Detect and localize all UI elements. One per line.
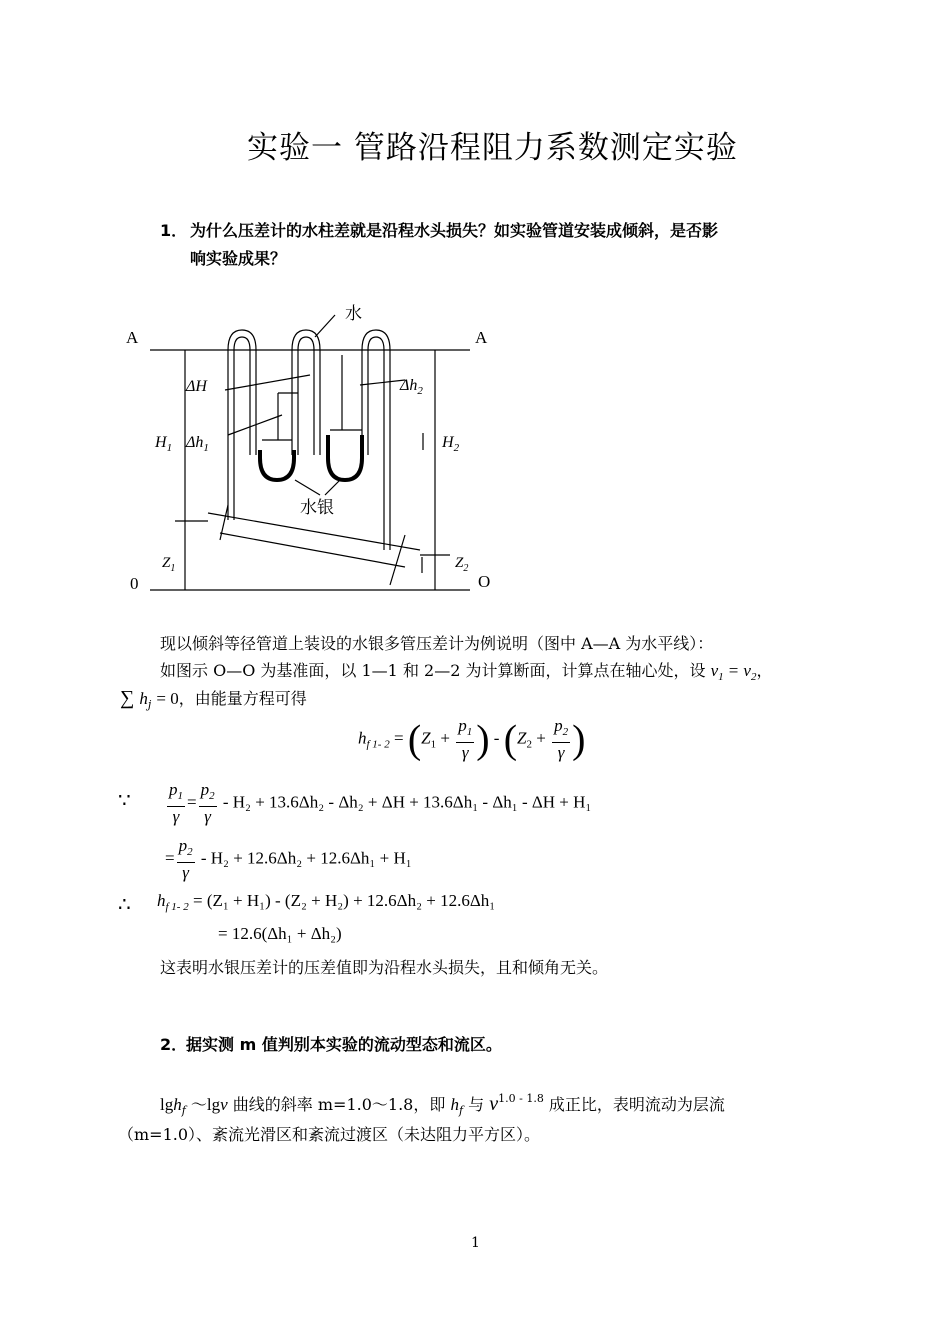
- paragraph-2-text: 如图示 O—O 为基准面，以 1—1 和 2—2 为计算断面，计算点在轴心处，设: [160, 661, 706, 680]
- label-z1-sub: 1: [170, 563, 176, 574]
- label-a-left: A: [126, 328, 139, 347]
- label-water: 水: [345, 304, 362, 323]
- label-delta-h2: Δh: [400, 377, 418, 394]
- manometer-figure: [120, 295, 520, 600]
- svg-text:H2: [441, 434, 460, 454]
- equation-5: = 12.6(Δh₁ + Δh₂): [218, 924, 342, 943]
- svg-text:Δh2: [399, 377, 423, 397]
- label-h1-sub: 1: [166, 442, 173, 454]
- therefore-symbol: ∴: [118, 894, 131, 916]
- label-a-right: A: [475, 328, 488, 347]
- equals-zero: = 0: [156, 689, 179, 708]
- question-2-number: 2．: [160, 1035, 188, 1054]
- answer-2-line1: lgh$_f$ ～lgv 曲线的斜率 m=1.0～1.8，即 $h_f$ 与 $v^{1.0 - 1.8}$ 成正比，表明流动为层流: [160, 1092, 725, 1117]
- svg-text:Z2: [455, 555, 468, 574]
- equation-2-tail: - H₂ + 13.6Δh₂ - Δh₂ + ΔH + 13.6Δh₁ - Δh₁ - ΔH + H₁: [222, 792, 592, 812]
- j-subscript: j: [147, 698, 152, 711]
- paragraph-2: [160, 658, 772, 683]
- equals-sign: =: [728, 661, 739, 680]
- label-z2: Z: [455, 555, 464, 571]
- svg-text:Z1: [162, 555, 175, 574]
- svg-text:H1: [154, 434, 172, 454]
- equation-4-tail: = (Z₁ + H₁) - (Z₂ + H₂) + 12.6Δh₂ + 12.6Δh₁: [192, 891, 496, 910]
- equation-4: $h_{f 1- 2} = (Z_1 + H_1) - (Z_2 + H_2) + 12.6\Delta h_2 + 12.6\Delta h_1$: [157, 891, 496, 913]
- paragraph-3: [120, 686, 307, 711]
- question-2-text: 据实测 m 值判别本实验的流动型态和流区。: [186, 1035, 502, 1054]
- equation-3-tail: - H₂ + 12.6Δh₂ + 12.6Δh₁ + H₁: [200, 848, 412, 868]
- label-o-right: O: [478, 572, 491, 591]
- label-mercury: 水银: [300, 498, 334, 517]
- label-o-left: 0: [130, 574, 139, 593]
- question-1-number: 1．: [160, 221, 188, 240]
- label-delta-h2-sub: 2: [417, 385, 423, 397]
- label-h2: H: [442, 434, 454, 451]
- because-symbol: ∵: [118, 790, 131, 812]
- v1: $v_1$: [710, 661, 724, 683]
- paragraph-1: 现以倾斜等径管道上装设的水银多管压差计为例说明（图中 A—A 为水平线）：: [160, 634, 714, 653]
- equation-3: = $\frac{p_2}{\gamma}$ - H₂ + 12.6Δh₂ + 12.6Δh₁ + H₁: [165, 836, 412, 882]
- h-symbol: h: [139, 689, 148, 708]
- conclusion: 这表明水银压差计的压差值即为沿程水头损失，且和倾角无关。: [160, 958, 609, 977]
- equation-1: $h_{f 1- 2} = (Z_1$ + $\frac{p_1}{\gamma}$ ) - ($Z_2$ + $\frac{p_2}{\gamma}$ ): [358, 716, 586, 762]
- label-h1: H: [155, 434, 167, 451]
- comma: ，: [756, 661, 773, 680]
- svg-text:Δh1: [185, 434, 209, 454]
- label-delta-h1: Δh: [186, 434, 204, 451]
- label-z1: Z: [162, 555, 171, 571]
- label-delta-h1-sub: 1: [203, 442, 209, 454]
- page-number: 1: [471, 1235, 480, 1251]
- label-z2-sub: 2: [463, 563, 469, 574]
- label-h2-sub: 2: [453, 442, 460, 454]
- page-title: 实验一 管路沿程阻力系数测定实验: [247, 130, 738, 166]
- label-delta-h-cap: ΔH: [186, 378, 207, 395]
- equation-2: $\frac{p_1}{\gamma}$ = $\frac{p_2}{\gamma}$ - H₂ + 13.6Δh₂ - Δh₂ + ΔH + 13.6Δh₁ - Δh₁ - ΔH + H₁: [169, 780, 592, 826]
- answer-2-line2: （m=1.0）、紊流光滑区和紊流过渡区（未达阻力平方区）。: [118, 1125, 541, 1144]
- sum-symbol: ∑: [120, 687, 135, 709]
- question-1-line1: 为什么压差计的水柱差就是沿程水头损失？如实验管道安装成倾斜，是否影: [190, 221, 719, 240]
- v2: $v_2$: [743, 661, 757, 683]
- paragraph-3-tail: ，由能量方程可得: [178, 689, 307, 708]
- question-1-line2: 响实验成果？: [190, 249, 287, 268]
